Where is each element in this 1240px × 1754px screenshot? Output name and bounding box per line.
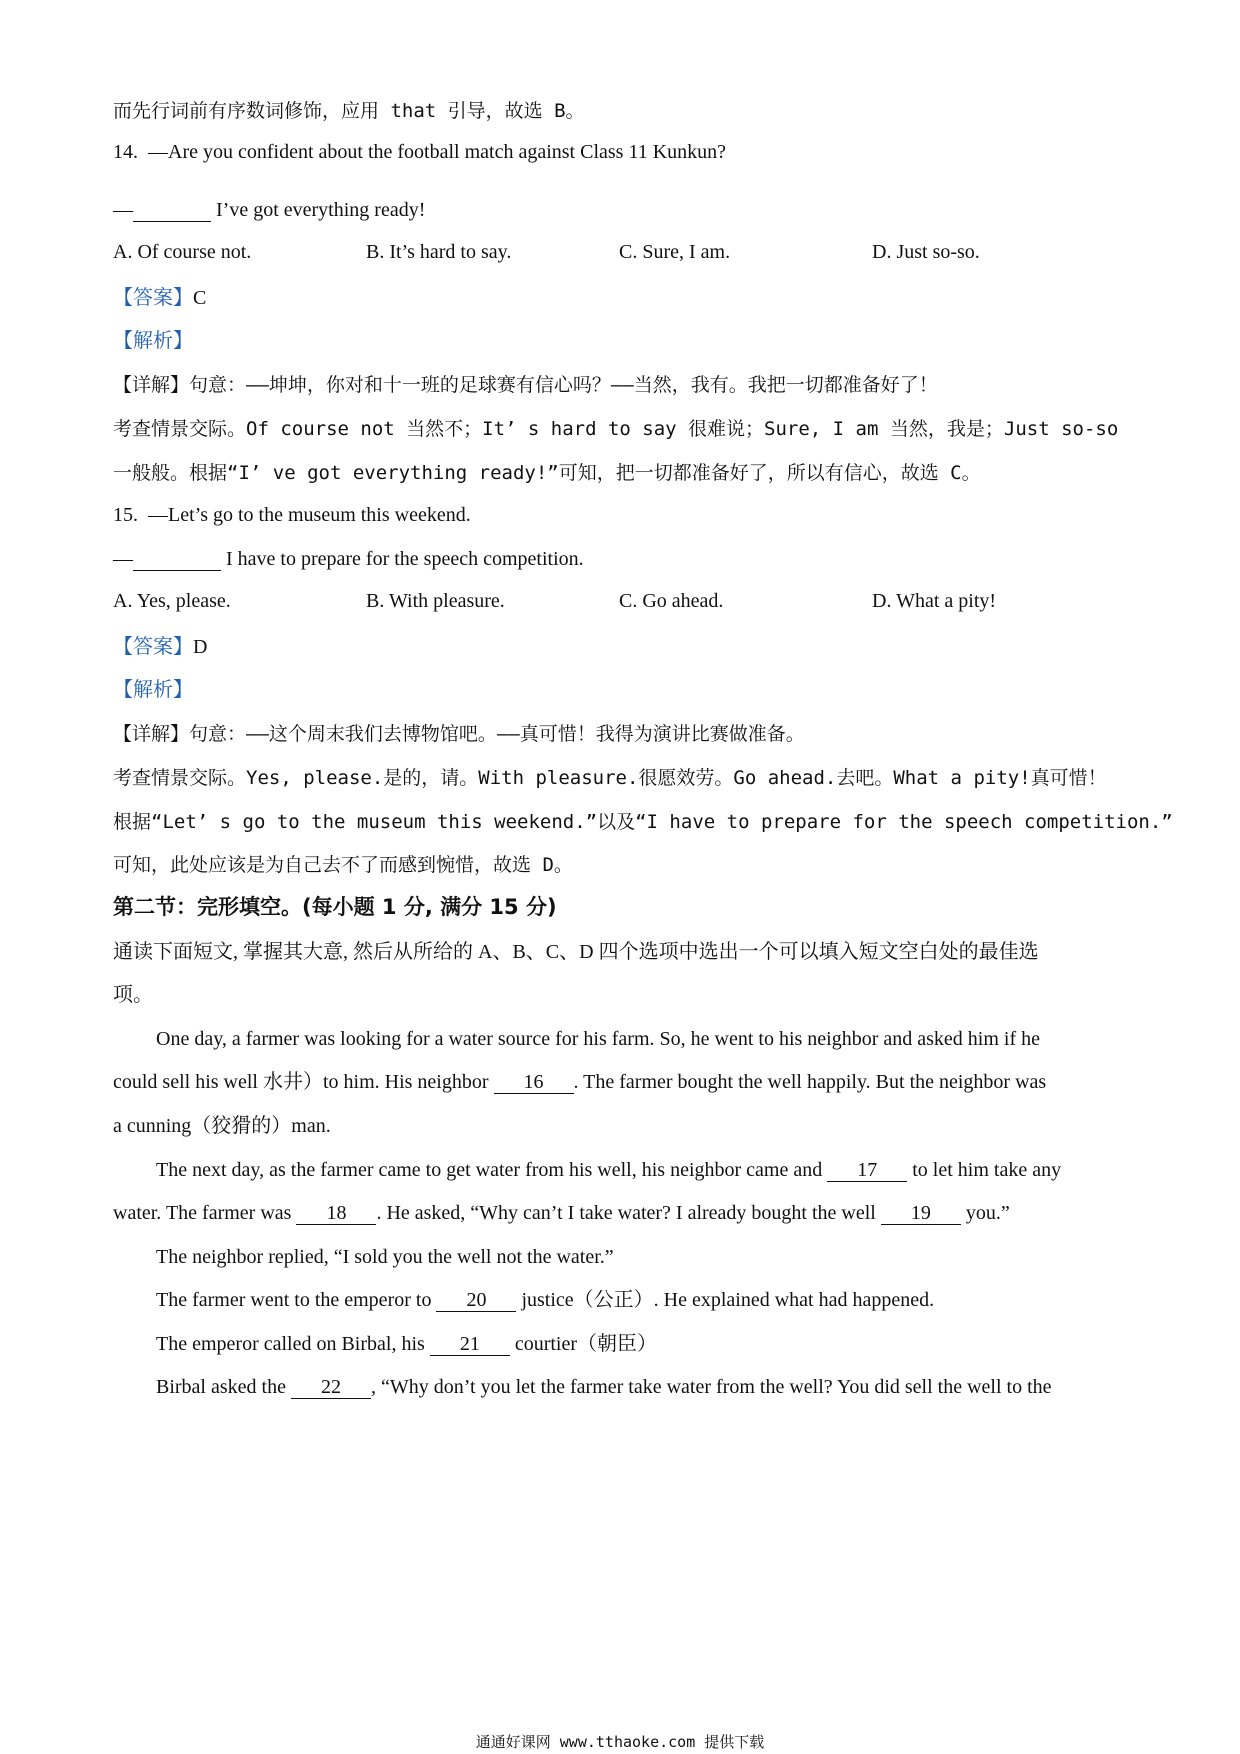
explanation-line: 考查情景交际。Yes, please.是的，请。With pleasure.很愿效劳。Go ahead.去吧。What a pity!真可惜！ (113, 767, 1107, 789)
question-number: 14. (113, 141, 138, 163)
analysis-tag: 【解析】 (113, 330, 193, 352)
carry-over-line: 而先行词前有序数词修饰，应用 that 引导，故选 B。 (113, 100, 585, 122)
blank-22: 22 (291, 1376, 371, 1399)
analysis-tag: 【解析】 (113, 679, 193, 701)
page-footer: 通通好课网 www.tthaoke.com 提供下载 (475, 1733, 765, 1751)
option-b: B. It’s hard to say. (366, 241, 512, 263)
question-text: —Let’s go to the museum this weekend. (148, 504, 471, 526)
blank-20: 20 (436, 1289, 516, 1312)
explanation-line: 根据“Let’ s go to the museum this weekend.”以及“I have to prepare for the speech competition.” (113, 811, 1173, 833)
answer-value: D (193, 636, 208, 658)
passage-line: a cunning（狡猾的）man. (113, 1115, 331, 1137)
question-15-reply: — I have to prepare for the speech competition. (113, 548, 584, 570)
blank-18: 18 (296, 1202, 376, 1225)
section-heading: 第二节：完形填空。(每小题 1 分, 满分 15 分) (113, 895, 557, 919)
question-14 (113, 139, 726, 165)
blank-19: 19 (881, 1202, 961, 1225)
option-c: C. Sure, I am. (619, 241, 731, 263)
blank-21: 21 (430, 1333, 510, 1356)
passage-line: Birbal asked the 22 , “Why don’t you let the farmer take water from the well? You did sell the well to the (156, 1376, 1052, 1398)
passage-line: The next day, as the farmer came to get water from his well, his neighbor came and 17 to let him take any (156, 1159, 1062, 1181)
answer-line (113, 634, 207, 660)
question-text: —Are you confident about the football match against Class 11 Kunkun? (148, 141, 727, 163)
passage-line: The emperor called on Birbal, his 21 courtier（朝臣） (156, 1333, 657, 1355)
explanation-line: 考查情景交际。Of course not 当然不；It’ s hard to say 很难说；Sure, I am 当然，我是；Just so-so (113, 418, 1119, 440)
passage-line: The farmer went to the emperor to 20 justice（公正）. He explained what had happened. (156, 1289, 935, 1311)
detail-line: 【详解】句意：——这个周末我们去博物馆吧。——真可惜！我得为演讲比赛做准备。 (113, 723, 805, 745)
answer-tag: 【答案】 (113, 636, 193, 658)
option-d: D. Just so-so. (872, 241, 980, 263)
blank-17: 17 (827, 1159, 907, 1182)
explanation-line: 一般般。根据“I’ ve got everything ready!”可知，把一切都准备好了，所以有信心，故选 C。 (113, 462, 981, 484)
section-instruction: 通读下面短文, 掌握其大意, 然后从所给的 A、B、C、D 四个选项中选出一个可以填入短文空白处的最佳选 (113, 941, 1039, 963)
passage-line: water. The farmer was 18 . He asked, “Why can’t I take water? I already bought the well 19 you.” (113, 1202, 1010, 1224)
option-c: C. Go ahead. (619, 590, 724, 612)
question-15 (113, 502, 471, 528)
passage-line: could sell his well 水井）to him. His neighbor 16 . The farmer bought the well happily. But the neighbor was (113, 1071, 1047, 1093)
section-instruction: 项。 (113, 984, 153, 1006)
passage-line: One day, a farmer was looking for a water source for his farm. So, he went to his neighbor and asked him if he (156, 1028, 1040, 1050)
option-d: D. What a pity! (872, 590, 997, 612)
answer-tag: 【答案】 (113, 287, 193, 309)
question-14-reply: — I’ve got everything ready! (113, 199, 426, 221)
answer-line (113, 285, 206, 311)
answer-blank (133, 199, 211, 222)
option-a: A. Yes, please. (113, 590, 231, 612)
passage-line: The neighbor replied, “I sold you the well not the water.” (156, 1246, 614, 1268)
answer-blank (133, 548, 221, 571)
blank-16: 16 (494, 1071, 574, 1094)
explanation-line: 可知，此处应该是为自己去不了而感到惋惜，故选 D。 (113, 854, 573, 876)
detail-line: 【详解】句意：——坤坤，你对和十一班的足球赛有信心吗？——当然，我有。我把一切都准备好了！ (113, 374, 938, 396)
answer-value: C (193, 287, 207, 309)
question-number: 15. (113, 504, 138, 526)
option-b: B. With pleasure. (366, 590, 505, 612)
option-a: A. Of course not. (113, 241, 252, 263)
